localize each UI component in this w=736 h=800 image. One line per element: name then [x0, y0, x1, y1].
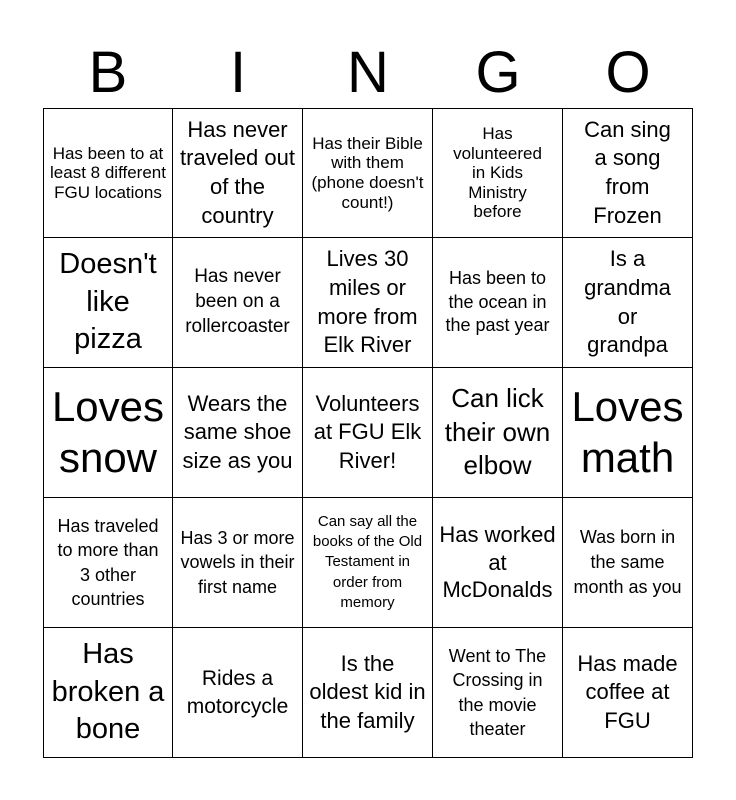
bingo-cell-r5-c5[interactable] [563, 628, 693, 758]
bingo-cell-r5-c4[interactable] [433, 628, 563, 758]
bingo-cell-r2-c4[interactable] [433, 238, 563, 368]
header-letter-g: G [475, 40, 521, 105]
bingo-cell-r1-c5[interactable] [563, 108, 693, 238]
cell-label: Has their Bible with them (phone doesn't count!) [311, 133, 424, 212]
header-letter-b: B [88, 40, 128, 105]
bingo-cell-r1-c2[interactable] [173, 108, 303, 238]
cell-label: Lives 30 miles or more from Elk River [317, 246, 418, 358]
cell-label: Has 3 or more vowels in their first name [180, 528, 295, 597]
header-letter-n: N [347, 40, 389, 105]
bingo-cell-r3-c2[interactable] [173, 368, 303, 498]
cell-label: Has never been on a rollercoaster [185, 266, 290, 337]
bingo-cell-r2-c3[interactable] [303, 238, 433, 368]
bingo-cell-r2-c5[interactable] [563, 238, 693, 368]
bingo-cell-r3-c4[interactable] [433, 368, 563, 498]
cell-label: Has never traveled out of the country [180, 116, 295, 228]
bingo-board [43, 108, 693, 757]
cell-label: Has made coffee at FGU [577, 650, 678, 733]
cell-label: Volunteers at FGU Elk River! [313, 390, 422, 473]
cell-label: Can sing a song from Frozen [584, 116, 671, 228]
cell-label: Was born in the same month as you [573, 526, 682, 598]
bingo-cell-r3-c5[interactable] [563, 368, 693, 498]
cell-label: Doesn't like pizza [59, 247, 157, 356]
bingo-cell-r5-c2[interactable] [173, 628, 303, 758]
cell-label: Has worked at McDonalds [439, 522, 556, 603]
bingo-cell-r4-c1[interactable] [43, 498, 173, 628]
bingo-cell-r2-c1[interactable] [43, 238, 173, 368]
cell-label: Loves snow [51, 383, 165, 481]
cell-label: Is a grandma or grandpa [584, 246, 671, 358]
bingo-cell-r2-c2[interactable] [173, 238, 303, 368]
cell-label: Can lick their own elbow [444, 382, 551, 481]
cell-label: Has broken a bone [51, 637, 165, 746]
bingo-cell-r1-c1[interactable] [43, 108, 173, 238]
bingo-cell-r4-c5[interactable] [563, 498, 693, 628]
bingo-cell-r3-c3[interactable] [303, 368, 433, 498]
cell-label: Has volunteered in Kids Ministry before [453, 124, 542, 222]
cell-label: Loves math [571, 383, 684, 481]
bingo-cell-r4-c4[interactable] [433, 498, 563, 628]
cell-label: Is the oldest kid in the family [309, 650, 426, 733]
cell-label: Can say all the books of the Old Testament in order from memory [312, 512, 423, 611]
bingo-cell-r4-c3[interactable] [303, 498, 433, 628]
bingo-cell-r4-c2[interactable] [173, 498, 303, 628]
bingo-cell-r3-c1[interactable] [43, 368, 173, 498]
bingo-cell-r1-c3[interactable] [303, 108, 433, 238]
cell-label: Went to The Crossing in the movie theater [448, 645, 547, 739]
bingo-cell-r5-c3[interactable] [303, 628, 433, 758]
cell-label: Has traveled to more than 3 other countries [57, 515, 159, 609]
cell-label: Wears the same shoe size as you [182, 390, 293, 473]
bingo-cell-r1-c4[interactable] [433, 108, 563, 238]
header-letter-o: O [605, 40, 651, 105]
cell-label: Has been to the ocean in the past year [445, 268, 550, 336]
bingo-header [43, 38, 693, 108]
cell-label: Has been to at least 8 different FGU locations [50, 143, 166, 202]
header-letter-i: I [229, 40, 247, 105]
cell-label: Rides a motorcycle [186, 667, 289, 718]
bingo-cell-r5-c1[interactable] [43, 628, 173, 758]
